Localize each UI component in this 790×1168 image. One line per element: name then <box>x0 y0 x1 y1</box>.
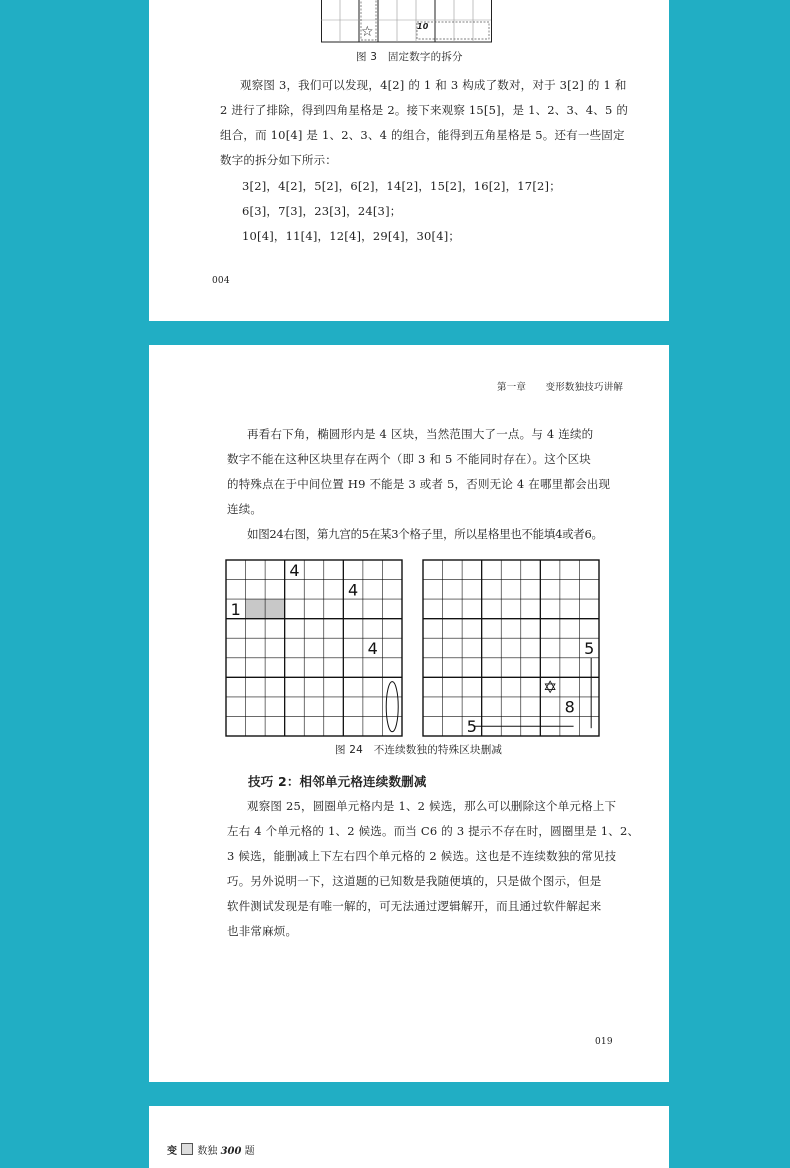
page-number: 019 <box>595 1037 613 1047</box>
paragraph-line: 软件测试发现是有唯一解的，可无法通过逻辑解开，而且通过软件解起来 <box>227 899 602 913</box>
section-heading: 技巧 2：相邻单元格连续数删减 <box>248 774 427 789</box>
paragraph-line: 2 进行了排除，得到四角星格是 2。接下来观察 15[5]，是 1、2、3、4、5 的 <box>220 103 629 117</box>
paragraph-line: 左右 4 个单元格的 1、2 候选。而当 C6 的 3 提示不存在时，圆圈里是 1、2、 <box>227 824 640 838</box>
region-ellipse <box>386 682 398 732</box>
list-line: 6[3]，7[3]，23[3]，24[3]； <box>242 204 402 218</box>
given-digit: 4 <box>348 580 359 600</box>
given-digit: 5 <box>584 639 595 658</box>
given-digit: 1 <box>230 599 241 619</box>
logo-suffix: 题 <box>244 1146 255 1157</box>
paragraph-line: 3 候选，能删减上下左右四个单元格的 2 候选。这也是不连续数独的常见技 <box>227 849 617 863</box>
paragraph-line: 如图24右图，第九宫的5在某3个格子里，所以星格里也不能填4或者6。 <box>247 527 603 541</box>
paragraph-line: 观察图 25，圆圈单元格内是 1、2 候选，那么可以删除这个单元格上下 <box>247 799 617 813</box>
figure-24-right-grid <box>423 560 599 736</box>
paragraph-line: 数字不能在这种区块里存在两个（即 3 和 5 不能同时存在）。这个区块 <box>227 452 592 466</box>
logo-title: 数独 <box>197 1146 218 1157</box>
given-digit: 4 <box>367 639 378 658</box>
shaded-cell <box>265 599 285 619</box>
figure-3-sum-label: 10 <box>417 22 429 31</box>
figure-3-caption: 图 3 固定数字的拆分 <box>356 51 463 63</box>
list-line: 3[2]，4[2]，5[2]，6[2]，14[2]，15[2]，16[2]，17[2]； <box>242 179 561 193</box>
paragraph-line: 再看右下角，椭圆形内是 4 区块，当然范围大了一点。与 4 连续的 <box>247 427 594 441</box>
paragraph-line: 也非常麻烦。 <box>227 924 298 938</box>
shaded-cell <box>246 599 266 619</box>
given-digit: 4 <box>289 560 300 580</box>
paragraph-line: 的特殊点在于中间位置 H9 不能是 3 或者 5，否则无论 4 在哪里都会出现 <box>227 477 611 491</box>
book-page-004 <box>149 0 669 321</box>
given-digit: 5 <box>466 717 477 737</box>
star-icon: ✡ <box>542 678 558 699</box>
given-digit: 8 <box>564 697 575 717</box>
logo-number: 300 <box>220 1146 242 1157</box>
logo-mark-icon <box>181 1143 193 1155</box>
running-header: 第一章 变形数独技巧讲解 <box>497 382 624 393</box>
figure-24-left-grid <box>226 560 402 736</box>
book-page-next <box>149 1106 669 1168</box>
paragraph-line: 巧。另外说明一下，这道题的已知数是我随便填的，只是做个图示，但是 <box>227 874 602 888</box>
paragraph-line: 组合，而 10[4] 是 1、2、3、4 的组合，能得到五角星格是 5。还有一些固定 <box>220 128 625 142</box>
paragraph-line: 观察图 3，我们可以发现，4[2] 的 1 和 3 构成了数对，对于 3[2] 的 1 和 <box>240 78 627 92</box>
book-page-019 <box>149 345 669 1082</box>
list-line: 10[4]，11[4]，12[4]，29[4]，30[4]； <box>242 229 461 243</box>
paragraph-line: 连续。 <box>227 502 263 516</box>
figure-3-star-icon: ☆ <box>361 24 374 40</box>
logo-prefix: 变 <box>167 1146 177 1157</box>
paragraph-line: 数字的拆分如下所示： <box>220 153 337 167</box>
figure-24-caption: 图 24 不连续数独的特殊区块删减 <box>335 744 503 756</box>
page-number: 004 <box>212 276 230 286</box>
figure-3-grid-fragment <box>321 0 501 44</box>
running-header-logo <box>167 1142 255 1157</box>
